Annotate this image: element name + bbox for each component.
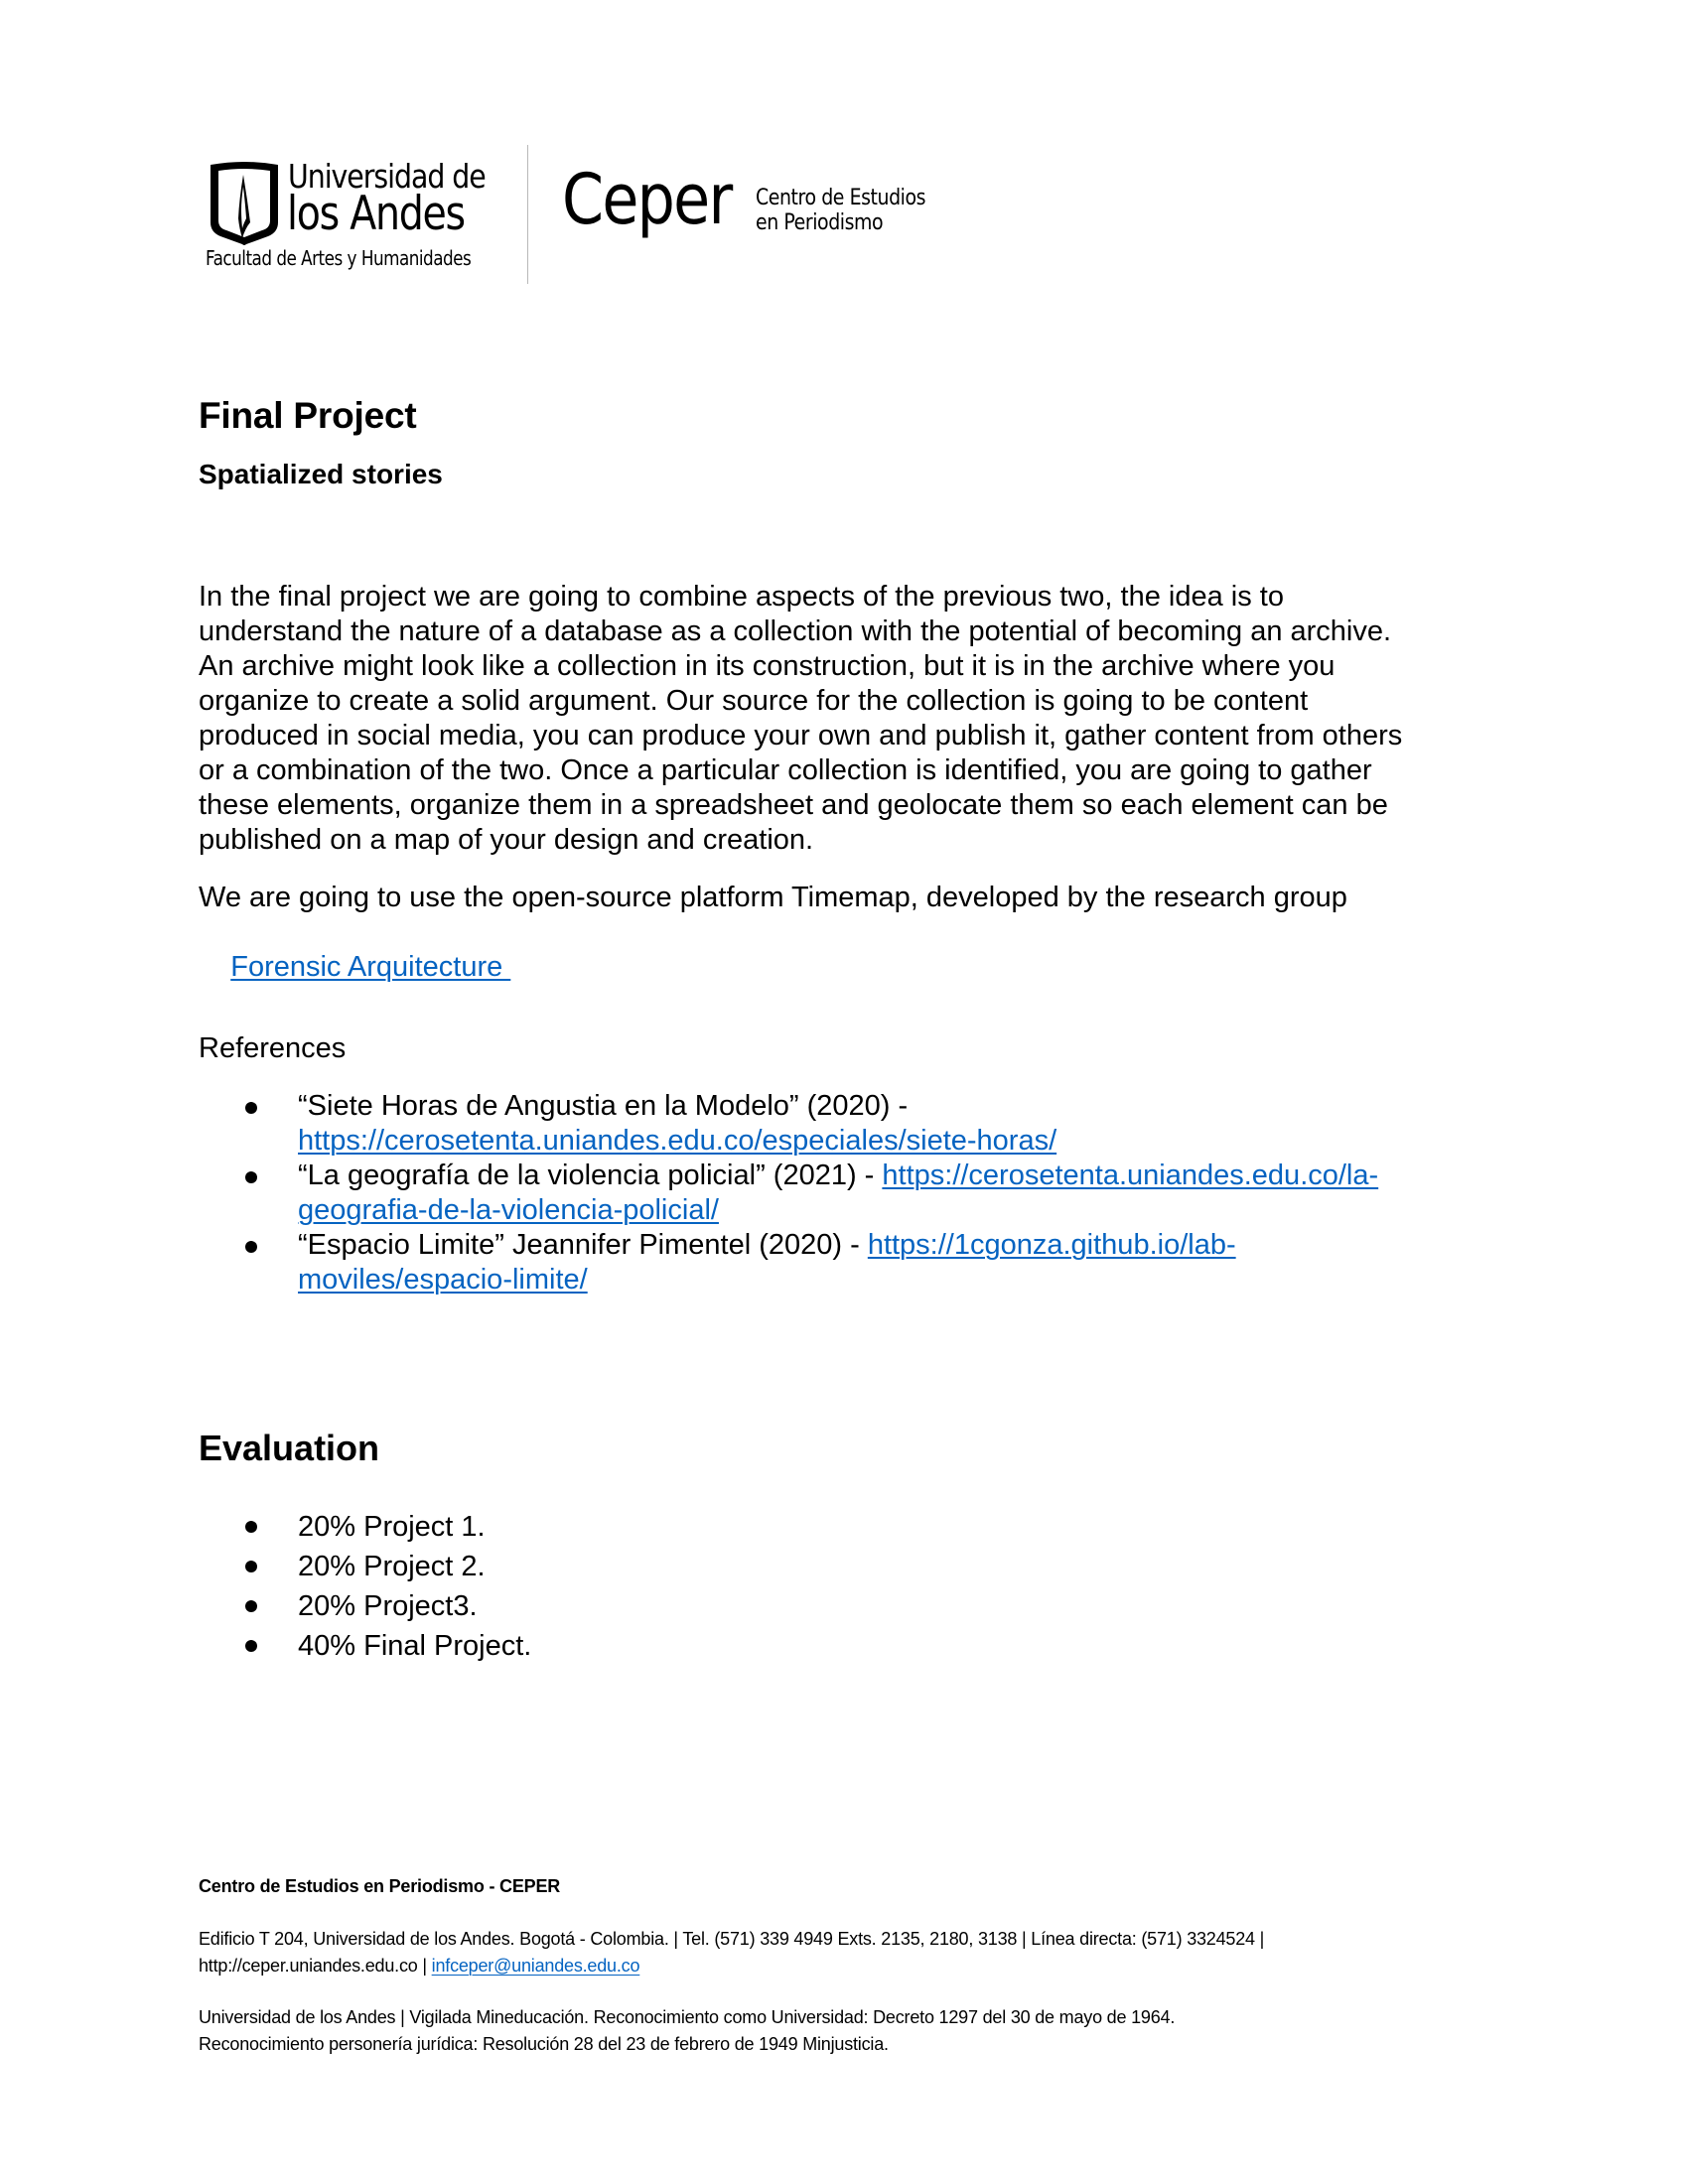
- paragraph-line: organize to create a solid argument. Our source for the collection is going to be content: [199, 685, 1309, 717]
- paragraph-line: or a combination of the two. Once a particular collection is identified, you are going to gather: [199, 754, 1372, 786]
- references-heading: References: [199, 1032, 347, 1064]
- reference-link[interactable]: https://cerosetenta.uniandes.edu.co/especiales/siete-horas/: [298, 1125, 1057, 1157]
- reference-text: “La geografía de la violencia policial” (2021) -: [298, 1160, 883, 1191]
- footer-address: Edificio T 204, Universidad de los Andes. Bogotá - Colombia. | Tel. (571) 339 4949 Exts. 2135, 2180, 3138 | Línea directa: (571) 3324524 |: [199, 1929, 1265, 1949]
- footer-contact-line: [199, 1956, 639, 1977]
- reference-text: “Siete Horas de Angustia en la Modelo” (2020) -: [298, 1090, 909, 1122]
- shield-icon: [207, 159, 282, 248]
- reference-line: [298, 1159, 1378, 1193]
- bullet-icon: [245, 1521, 257, 1533]
- reference-text: “Espacio Limite” Jeannifer Pimentel (2020) -: [298, 1229, 868, 1261]
- ceper-wordmark: Ceper: [562, 159, 732, 240]
- logo-divider: [527, 145, 528, 284]
- footer-org-name: Centro de Estudios en Periodismo - CEPER: [199, 1876, 561, 1896]
- footer-legal-line1: Universidad de los Andes | Vigilada Mineducación. Reconocimiento como Universidad: Decreto 1297 del 30 de mayo de 1964.: [199, 2007, 1176, 2027]
- paragraph-line: published on a map of your design and creation.: [199, 824, 814, 856]
- university-name-line1: Universidad de: [288, 157, 486, 196]
- paragraph-line: understand the nature of a database as a collection with the potential of becoming an archive.: [199, 615, 1392, 647]
- bullet-icon: [245, 1102, 257, 1114]
- bullet-icon: [245, 1561, 257, 1572]
- page-subtitle: Spatialized stories: [199, 459, 443, 489]
- reference-line: [298, 1228, 1236, 1263]
- link-line: [199, 915, 510, 1020]
- footer-email-link[interactable]: infceper@uniandes.edu.co: [431, 1956, 640, 1976]
- paragraph-line: In the final project we are going to combine aspects of the previous two, the idea is to: [199, 581, 1284, 613]
- evaluation-heading: Evaluation: [199, 1428, 380, 1468]
- footer-website: http://ceper.uniandes.edu.co |: [199, 1956, 432, 1976]
- bullet-icon: [245, 1640, 257, 1652]
- paragraph-line: An archive might look like a collection in its construction, but it is in the archive where you: [199, 650, 1336, 682]
- forensic-architecture-link[interactable]: Forensic Arquitecture: [230, 951, 511, 983]
- reference-link[interactable]: https://cerosetenta.uniandes.edu.co/la-: [882, 1160, 1379, 1191]
- ceper-subtitle-line1: Centro de Estudios: [756, 186, 926, 210]
- bullet-icon: [245, 1171, 257, 1183]
- ceper-subtitle-line2: en Periodismo: [756, 210, 884, 235]
- evaluation-item: 40% Final Project.: [298, 1630, 532, 1662]
- reference-link-continued[interactable]: moviles/espacio-limite/: [298, 1264, 588, 1296]
- bullet-icon: [245, 1600, 257, 1612]
- page-title: Final Project: [199, 395, 417, 436]
- evaluation-item: 20% Project3.: [298, 1590, 478, 1622]
- bullet-icon: [245, 1241, 257, 1253]
- faculty-name: Facultad de Artes y Humanidades: [206, 246, 472, 270]
- reference-link[interactable]: https://1cgonza.github.io/lab-: [867, 1229, 1236, 1261]
- reference-link-continued[interactable]: geografia-de-la-violencia-policial/: [298, 1194, 719, 1226]
- paragraph-line: these elements, organize them in a spreadsheet and geolocate them so each element can be: [199, 789, 1388, 821]
- footer-legal-line2: Reconocimiento personería jurídica: Resolución 28 del 23 de febrero de 1949 Minjusticia.: [199, 2034, 889, 2054]
- university-name-line2: los Andes: [287, 187, 465, 241]
- evaluation-item: 20% Project 1.: [298, 1511, 486, 1543]
- paragraph-line: produced in social media, you can produce your own and publish it, gather content from others: [199, 720, 1403, 751]
- paragraph-line: We are going to use the open-source platform Timemap, developed by the research group: [199, 882, 1347, 913]
- evaluation-item: 20% Project 2.: [298, 1551, 486, 1582]
